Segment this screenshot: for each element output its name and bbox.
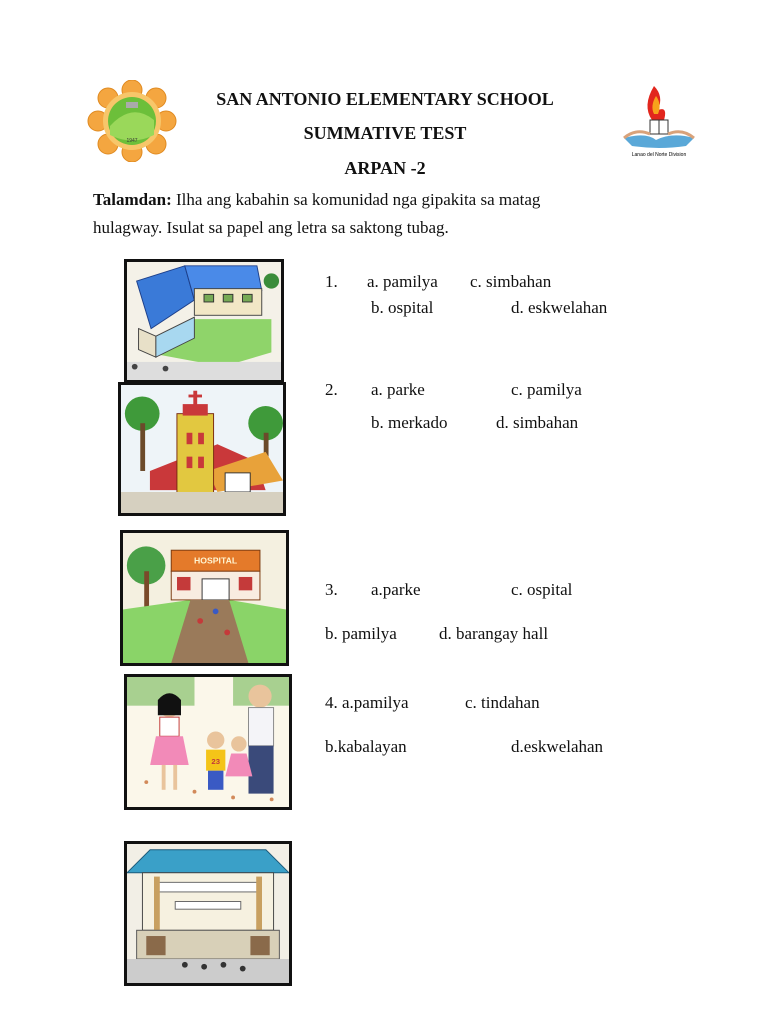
instructions-line-1	[93, 190, 540, 210]
q4-option-a: 4. a.pamilya	[325, 693, 409, 712]
q1-number: 1.	[325, 272, 338, 291]
subject-title: ARPAN -2	[344, 158, 426, 178]
q1-option-c: c. simbahan	[470, 272, 552, 291]
boy-shirt-number: 23	[211, 757, 221, 766]
q2-option-d: d. simbahan	[496, 413, 579, 432]
picture-1-school	[124, 259, 284, 383]
q4-option-c: c. tindahan	[465, 693, 540, 712]
q3-option-c: c. ospital	[511, 580, 573, 599]
q4-option-d: d.eskwelahan	[511, 737, 604, 756]
picture-2-church	[118, 382, 286, 516]
hospital-sign: HOSPITAL	[194, 555, 238, 566]
division-logo-right	[616, 76, 702, 160]
test-title: SUMMATIVE TEST	[303, 123, 467, 143]
q4-option-b: b.kabalayan	[325, 737, 407, 756]
logo-year: 1947	[126, 138, 138, 144]
q3-number: 3.	[325, 580, 338, 599]
picture-3-hospital	[120, 530, 289, 666]
q3-option-d: d. barangay hall	[439, 624, 549, 643]
instructions-line-2: hulagway. Isulat sa papel ang letra sa saktong tubag.	[93, 218, 449, 237]
q3-option-b: b. pamilya	[325, 624, 397, 643]
picture-4-family	[124, 674, 292, 810]
q2-number: 2.	[325, 380, 338, 399]
logo-caption: Lanao del Norte Division	[631, 152, 687, 158]
instructions-label: Talamdan:	[93, 190, 172, 209]
school-name: SAN ANTONIO ELEMENTARY SCHOOL	[216, 89, 554, 109]
instructions-text-1: Ilha ang kabahin sa komunidad nga gipakita sa matag	[171, 190, 541, 209]
q1-option-a: a. pamilya	[367, 272, 438, 291]
q1-option-b: b. ospital	[371, 298, 434, 317]
q2-option-c: c. pamilya	[511, 380, 582, 399]
picture-5-store	[124, 841, 292, 986]
q3-option-a: a.parke	[371, 580, 421, 599]
q1-option-d: d. eskwelahan	[511, 298, 608, 317]
q2-option-a: a. parke	[371, 380, 425, 399]
q2-option-b: b. merkado	[371, 413, 448, 432]
